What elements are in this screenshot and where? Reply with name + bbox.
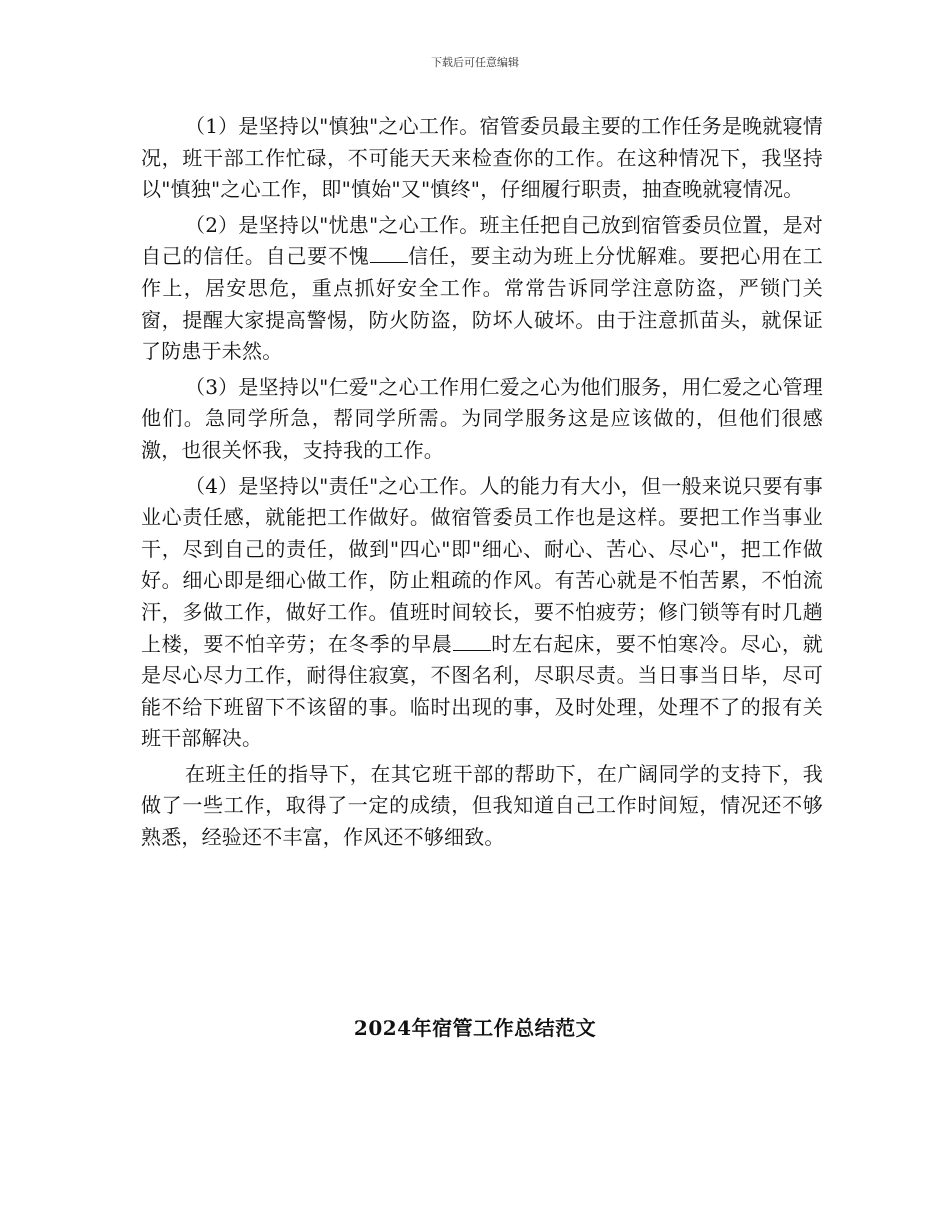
fill-in-blank xyxy=(453,632,491,651)
paragraph-2 xyxy=(141,210,823,368)
paragraph-4-part-1: （4）是坚持以"责任"之心工作。人的能力有大小，但一般来说只要有事业心责任感，就能把工作做好。做宿管委员工作也是这样。要把工作当事业干，尽到自己的责任，做到"四心"即"细心、耐心、苦心、尽心"，把工作做好。细心即是细心做工作，防止粗疏的作风。有苦心就是不怕苦累，不怕流汗，多做工作，做好工作。值班时间较长，要不怕疲劳；修门锁等有时几趟上楼，要不怕辛劳；在冬季的早晨 xyxy=(141,473,823,656)
paragraph-4-part-2: 时左右起床，要不怕寒冷。尽心，就是尽心尽力工作，耐得住寂寞，不图名利，尽职尽责。当日事当日毕，尽可能不给下班留下不该留的事。临时出现的事，及时处理，处理不了的报有关班干部解决。 xyxy=(141,631,824,751)
fill-in-blank xyxy=(370,244,408,263)
paragraph-1: （1）是坚持以"慎独"之心工作。宿管委员最主要的工作任务是晚就寝情况，班干部工作忙碌，不可能天天来检查你的工作。在这种情况下，我坚持以"慎独"之心工作，即"慎始"又"慎终"，仔细履行职责，抽查晚就寝情况。 xyxy=(141,114,823,202)
paragraph-3: （3）是坚持以"仁爱"之心工作用仁爱之心为他们服务，用仁爱之心管理他们。急同学所急，帮同学所需。为同学服务这是应该做的，但他们很感激，也很关怀我，支持我的工作。 xyxy=(141,374,823,462)
document-body xyxy=(141,111,823,858)
page-header: 下载后可任意编辑 xyxy=(431,56,519,69)
paragraph-2-part-1: （2）是坚持以"忧患"之心工作。班主任把自己放到宿管委员位置，是对自己的信任。自己要不愧 xyxy=(141,212,823,269)
paragraph-5: 在班主任的指导下，在其它班干部的帮助下，在广阔同学的支持下，我做了一些工作，取得了一定的成绩，但我知道自己工作时间短，情况还不够熟悉，经验还不丰富，作风还不够细致。 xyxy=(141,761,823,850)
section-title: 2024年宿管工作总结范文 xyxy=(353,1016,597,1040)
paragraph-4 xyxy=(141,471,823,755)
paragraph-2-part-2: 信任，要主动为班上分忧解难。要把心用在工作上，居安思危，重点抓好安全工作。常常告诉同学注意防盗，严锁门关窗，提醒大家提高警惕，防火防盗，防坏人破坏。由于注意抓苗头，就保证了防患于未然。 xyxy=(141,244,823,364)
